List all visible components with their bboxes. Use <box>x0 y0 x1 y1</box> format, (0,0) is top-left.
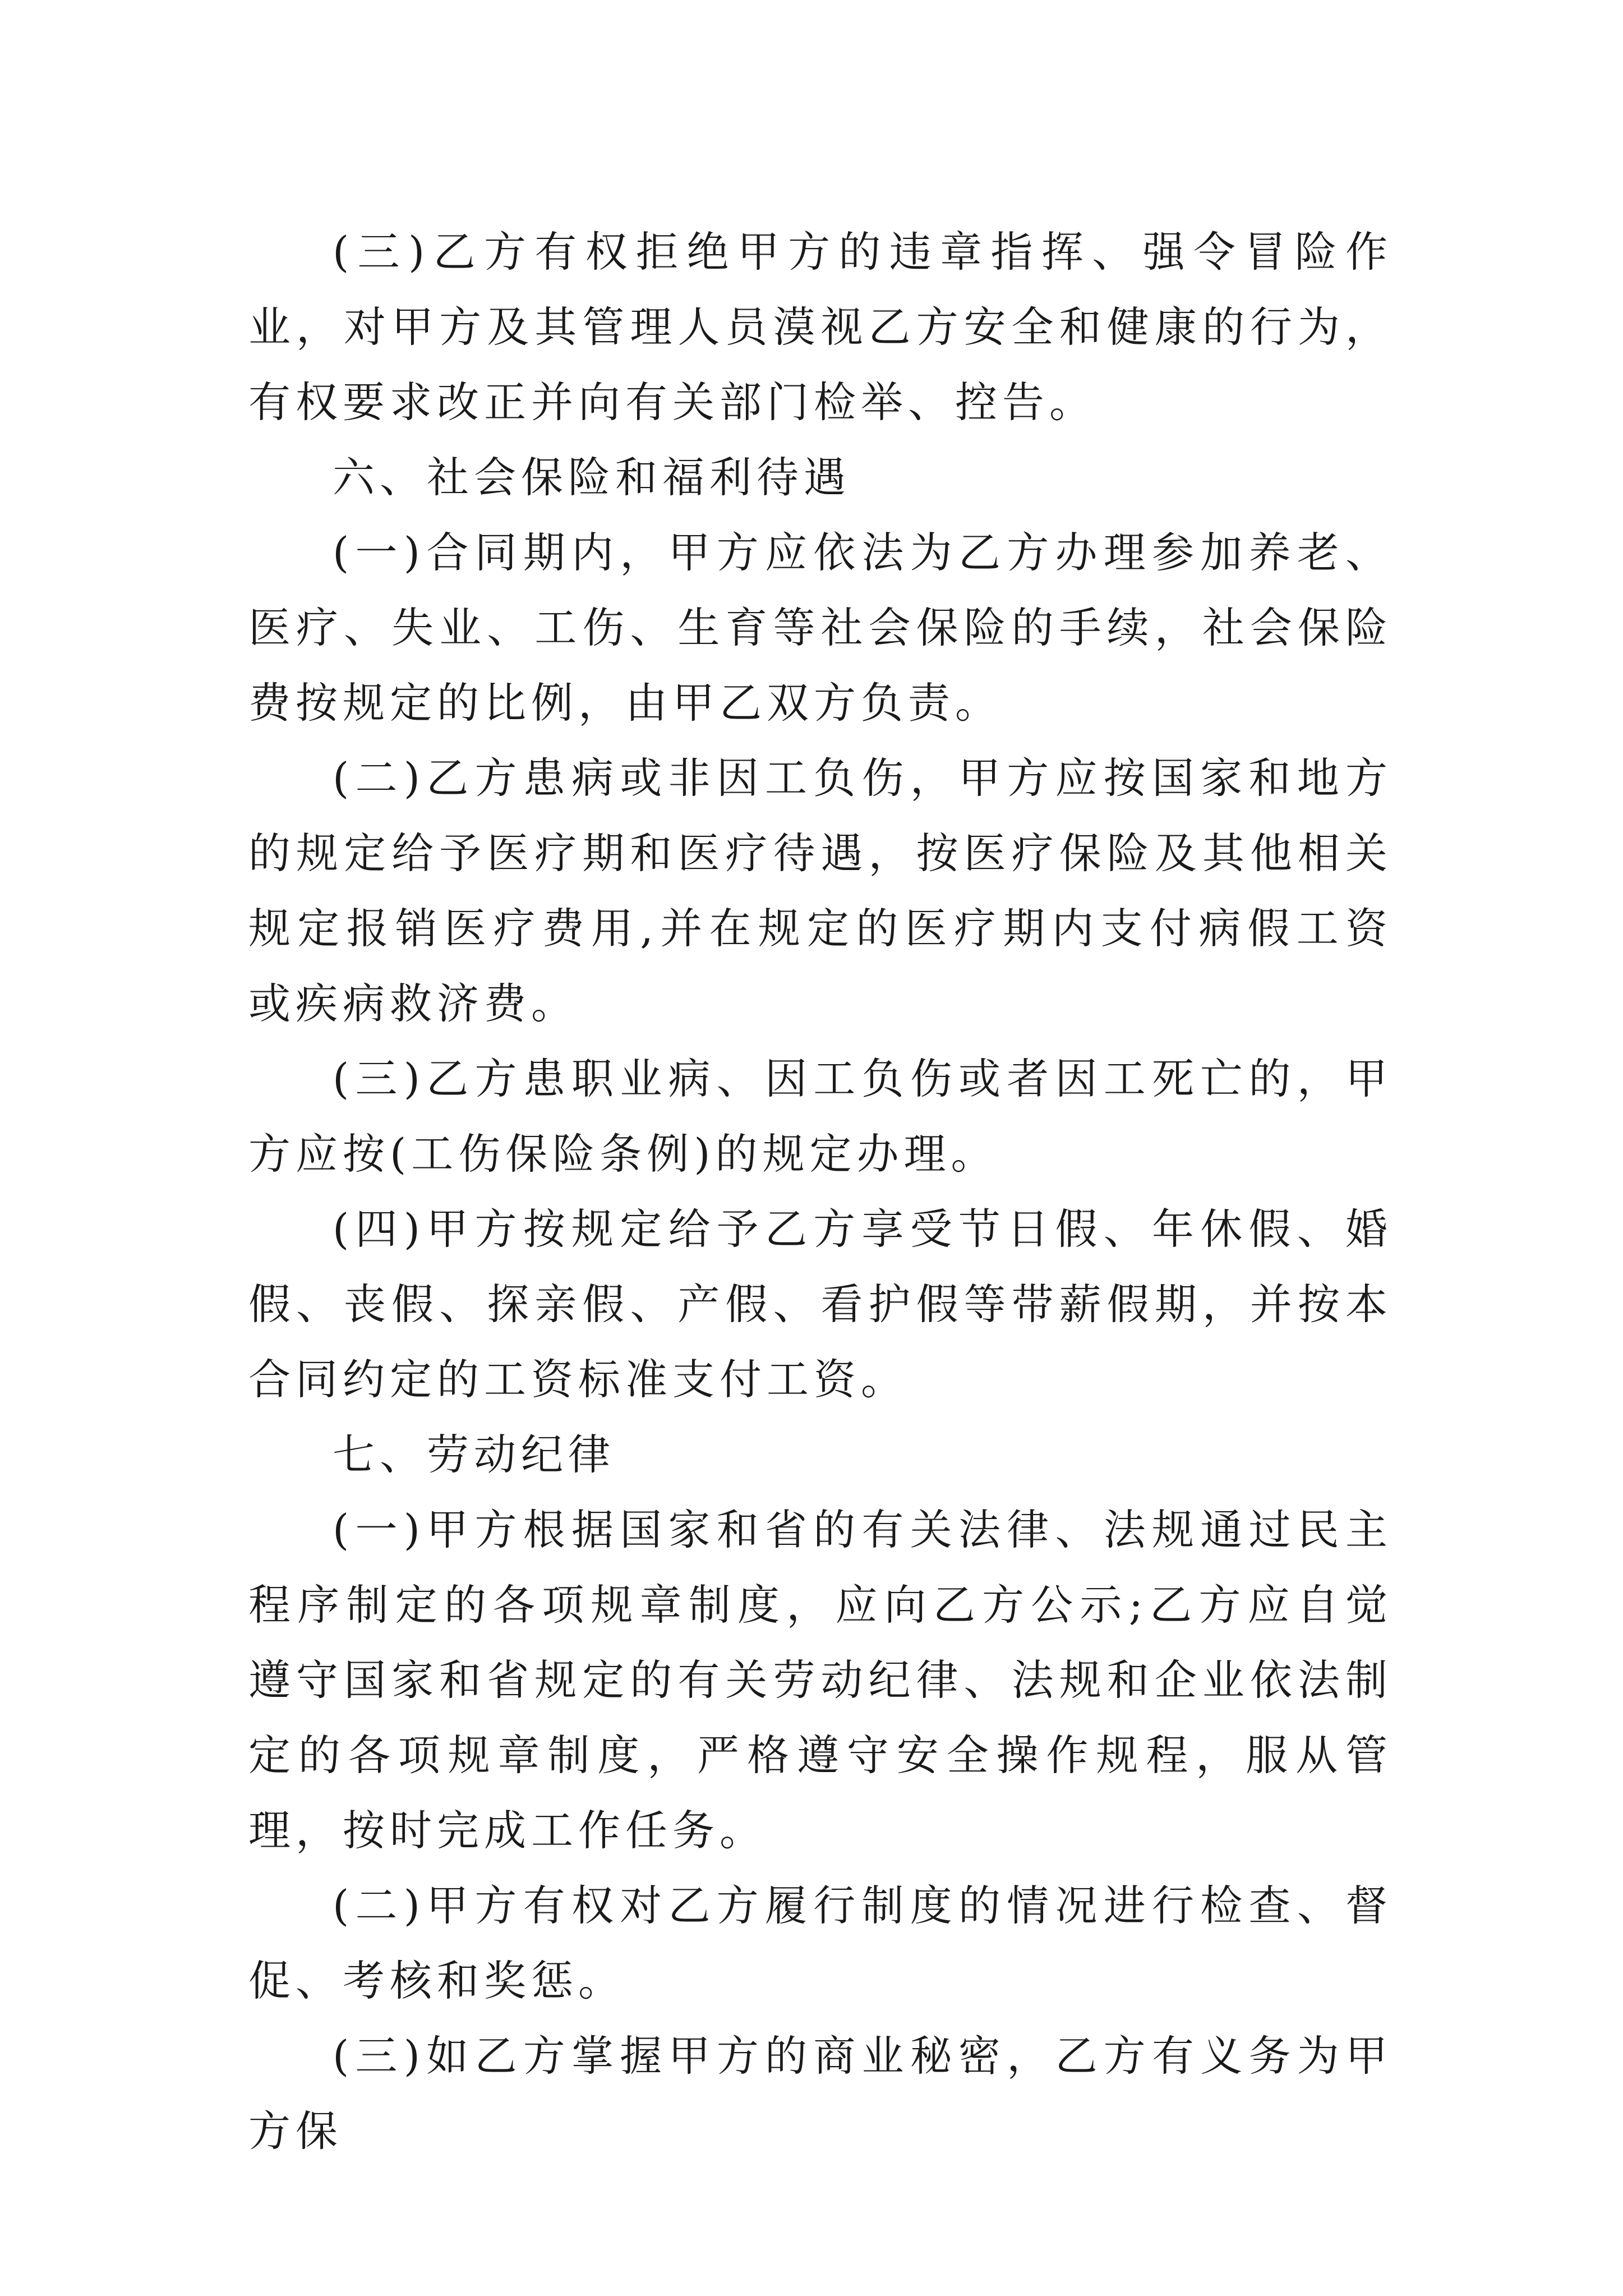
section-heading-labor-discipline: 七、劳动纪律 <box>333 1430 616 1479</box>
paragraph-worker-refusal-rights: (三)乙方有权拒绝甲方的违章指挥、强令冒险作业，对甲方及其管理人员漠视乙方安全和健康的行为，有权要求改正并向有关部门检举、控告。 <box>248 227 1393 427</box>
paragraph-rules-and-regulations: (一)甲方根据国家和省的有关法律、法规通过民主程序制定的各项规章制度，应向乙方公示;乙方应自觉遵守国家和省规定的有关劳动纪律、法规和企业依法制定的各项规章制度，严格遵守安全操作规程，服从管理，按时完成工作任务。 <box>248 1505 1393 1855</box>
paragraph-paid-leave: (四)甲方按规定给予乙方享受节日假、年休假、婚假、丧假、探亲假、产假、看护假等带薪假期，并按本合同约定的工资标准支付工资。 <box>248 1204 1393 1404</box>
paragraph-trade-secrets: (三)如乙方掌握甲方的商业秘密，乙方有义务为甲方保 <box>248 2031 1393 2156</box>
section-heading-social-insurance: 六、社会保险和福利待遇 <box>333 453 851 502</box>
paragraph-occupational-injury: (三)乙方患职业病、因工负伤或者因工死亡的，甲方应按(工伤保险条例)的规定办理。 <box>248 1054 1393 1179</box>
paragraph-social-insurance-enrollment: (一)合同期内，甲方应依法为乙方办理参加养老、医疗、失业、工伤、生育等社会保险的手续，社会保险费按规定的比例，由甲乙双方负责。 <box>248 528 1393 728</box>
document-body <box>248 214 1393 2169</box>
paragraph-illness-medical-treatment: (二)乙方患病或非因工负伤，甲方应按国家和地方的规定给予医疗期和医疗待遇，按医疗保险及其他相关规定报销医疗费用,并在规定的医疗期内支付病假工资或疾病救济费。 <box>248 753 1393 1028</box>
paragraph-inspection-rights: (二)甲方有权对乙方履行制度的情况进行检查、督促、考核和奖惩。 <box>248 1881 1393 2005</box>
